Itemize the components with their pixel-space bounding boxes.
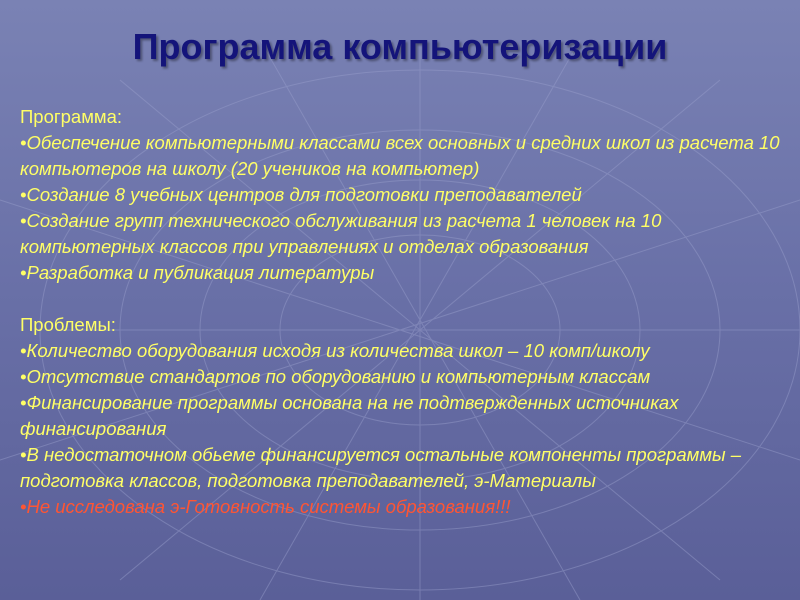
program-item: •Создание групп технического обслуживания из расчета 1 человек на 10 компьютерных классов при управлениях и отделах образования [20, 210, 662, 257]
slide-body [20, 104, 790, 520]
program-item: •Обеспечение компьютерными классами всех основных и средних школ из расчета 10 компьютеров на школу (20 учеников на компьютер) [20, 132, 780, 179]
program-heading: Программа: [20, 106, 123, 127]
problem-item: •В недостаточном обьеме финансируется остальные компоненты программы – подготовка классов, подготовка преподавателей, э-Материалы [20, 444, 742, 491]
program-item: •Разработка и публикация литературы [20, 262, 375, 283]
problem-warning: •Не исследована э-Готовность системы образования!!! [20, 496, 511, 517]
program-item: •Создание 8 учебных центров для подготовки преподавателей [20, 184, 582, 205]
section-spacer [20, 286, 790, 312]
problems-heading: Проблемы: [20, 314, 116, 335]
problem-item: •Отсутствие стандартов по оборудованию и компьютерным классам [20, 366, 651, 387]
problem-item: •Финансирование программы основана на не подтвержденных источниках финансирования [20, 392, 679, 439]
slide-title: Программа компьютеризации [132, 26, 668, 67]
problem-item: •Количество оборудования исходя из количества школ – 10 комп/школу [20, 340, 650, 361]
